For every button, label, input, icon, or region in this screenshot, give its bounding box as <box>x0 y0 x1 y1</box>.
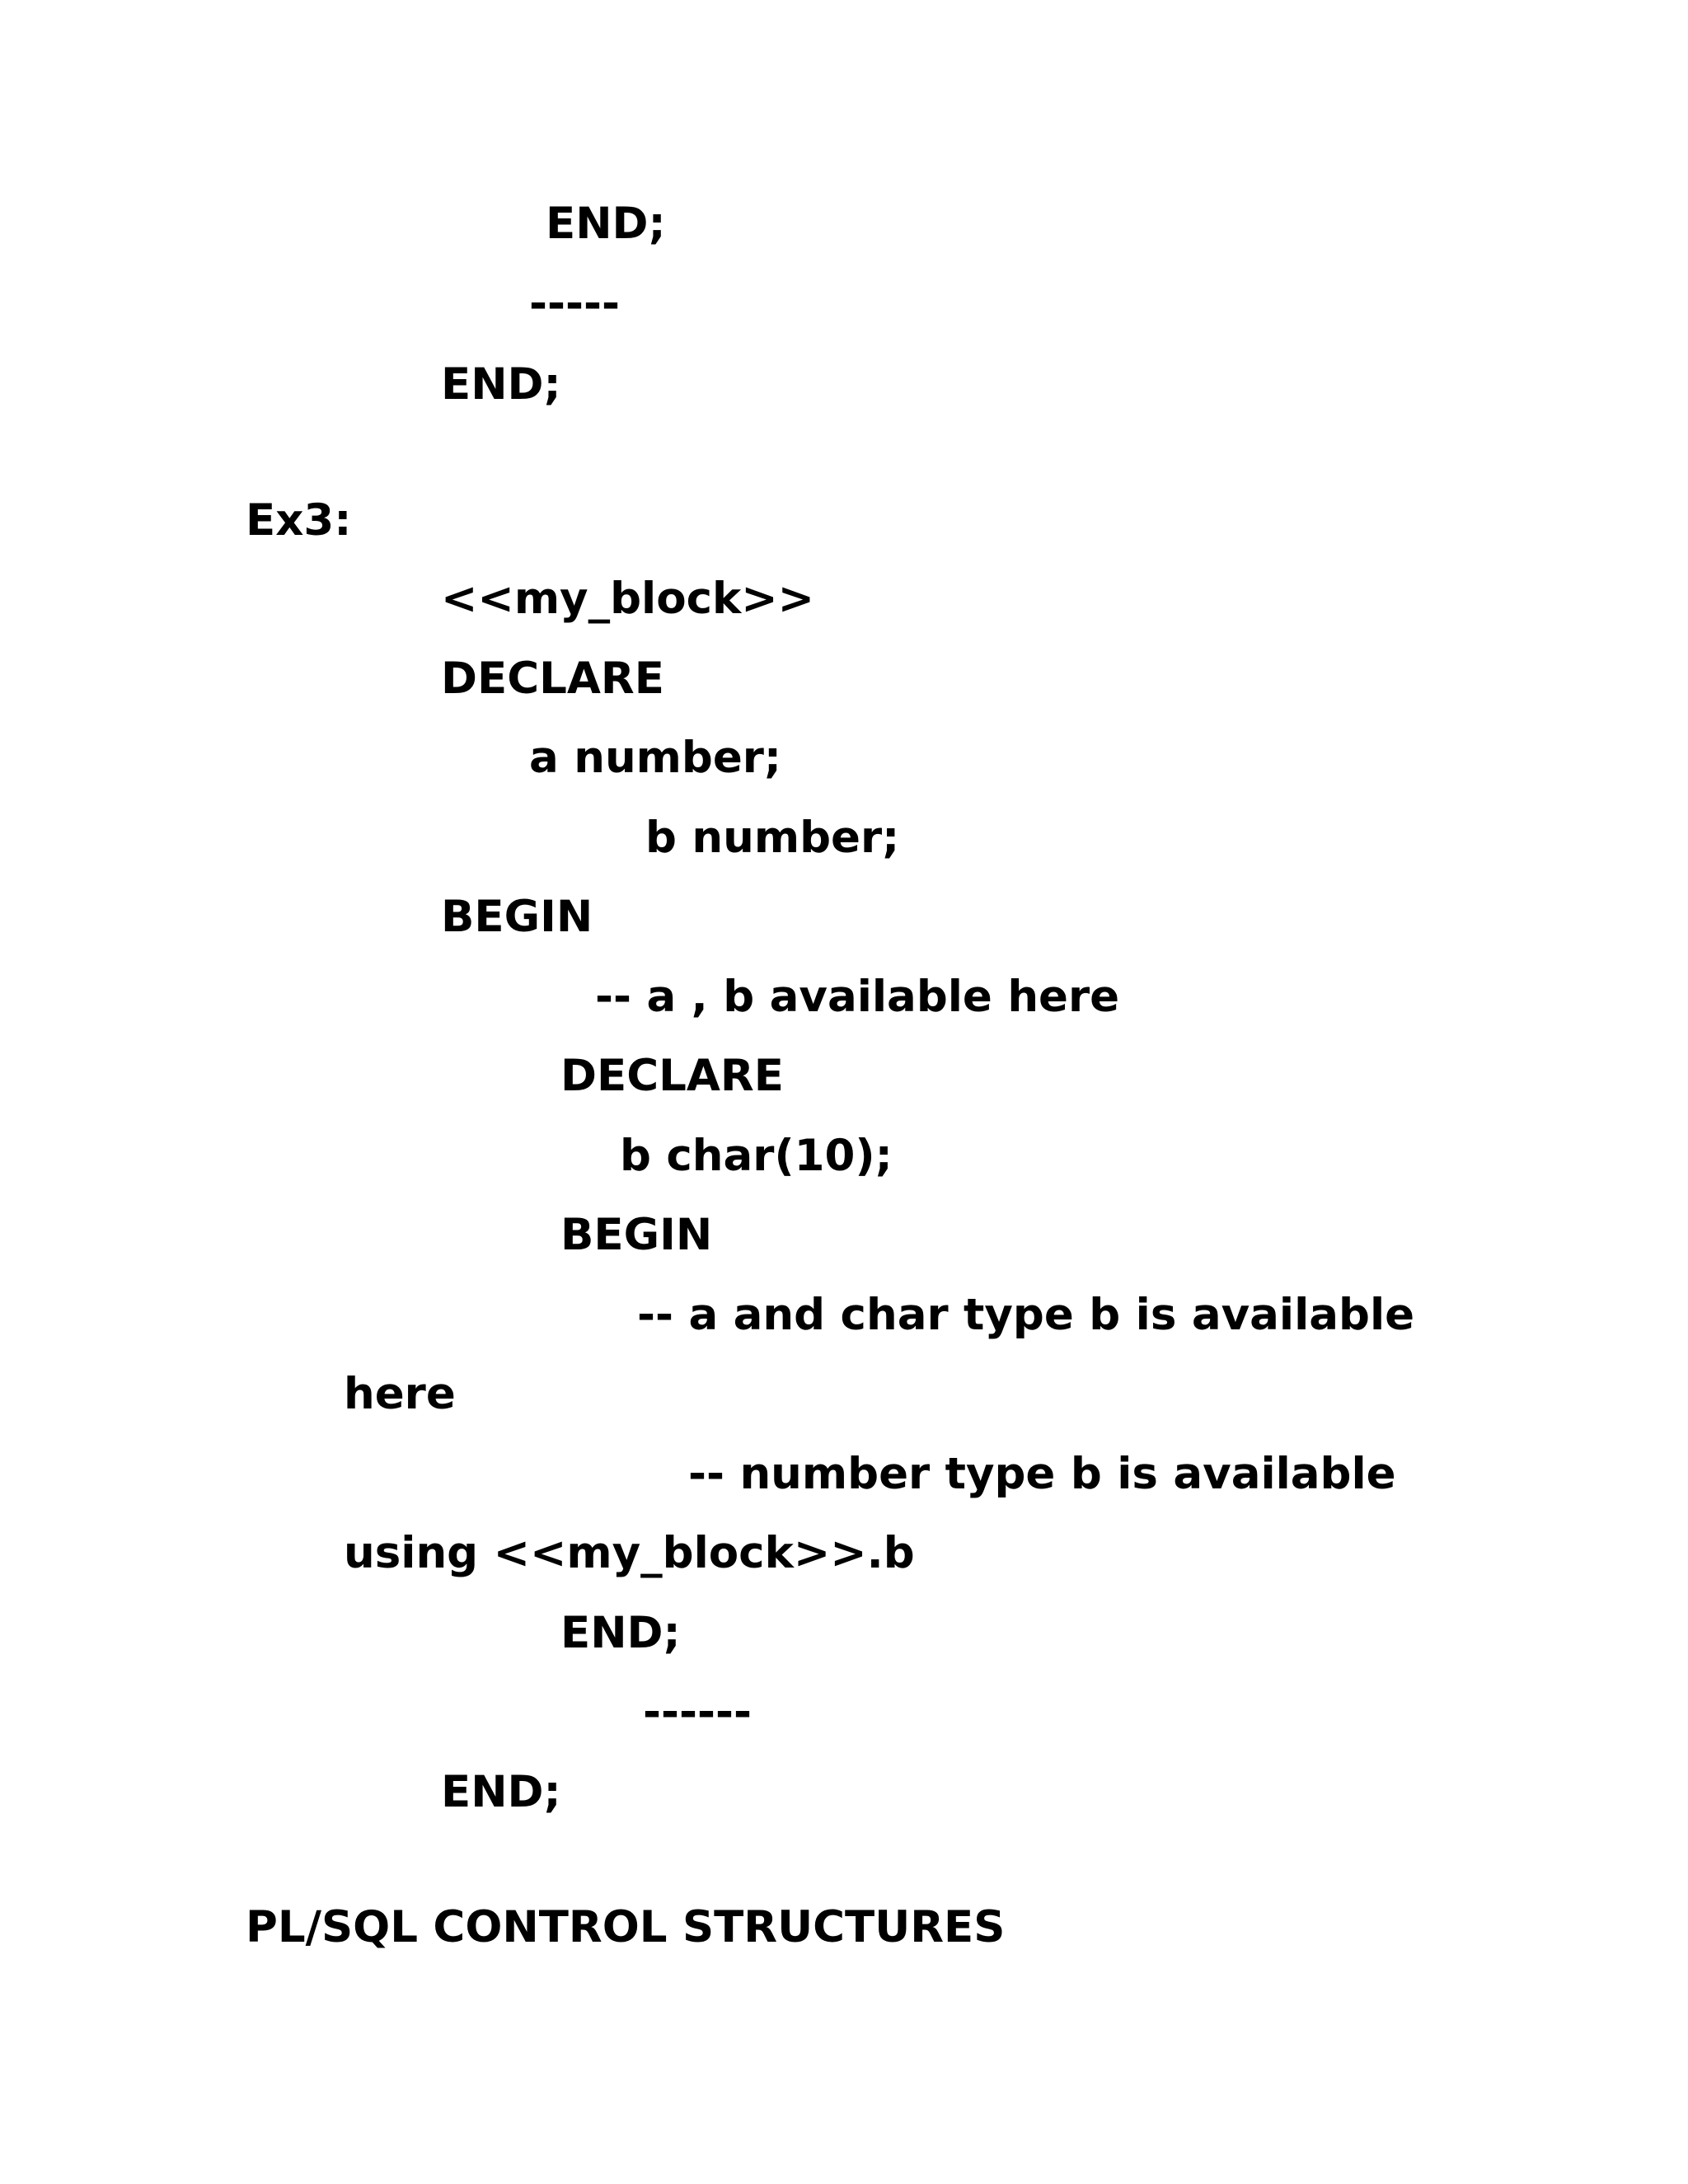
section-heading: PL/SQL CONTROL STRUCTURES <box>246 1902 1006 1952</box>
code-comment-ab-available: -- a , b available here <box>595 972 1120 1022</box>
code-line-dashes-2: ------ <box>643 1687 752 1737</box>
code-line-end-outer: END; <box>441 359 561 410</box>
code-line-a-number: a number; <box>529 733 782 783</box>
code-comment-wrap-here: here <box>344 1369 456 1419</box>
code-line-b-number: b number; <box>645 813 900 863</box>
code-line-dashes: ----- <box>529 279 620 329</box>
code-comment-char-b-available: -- a and char type b is available <box>637 1290 1415 1340</box>
code-line-declare-inner: DECLARE <box>560 1051 784 1101</box>
code-line-declare-outer: DECLARE <box>441 654 664 704</box>
code-line-end-inner: END; <box>546 199 666 249</box>
code-line-end-outer-2: END; <box>441 1767 561 1817</box>
code-comment-number-b-available: -- number type b is available <box>688 1449 1396 1499</box>
code-line-b-char: b char(10); <box>620 1131 893 1181</box>
code-comment-wrap-using: using <<my_block>>.b <box>344 1528 915 1578</box>
code-line-block-label: <<my_block>> <box>441 574 815 624</box>
code-line-end-inner-2: END; <box>560 1608 681 1658</box>
example-label: Ex3: <box>246 495 352 546</box>
code-line-begin-outer: BEGIN <box>441 892 593 942</box>
code-line-begin-inner: BEGIN <box>560 1210 713 1260</box>
